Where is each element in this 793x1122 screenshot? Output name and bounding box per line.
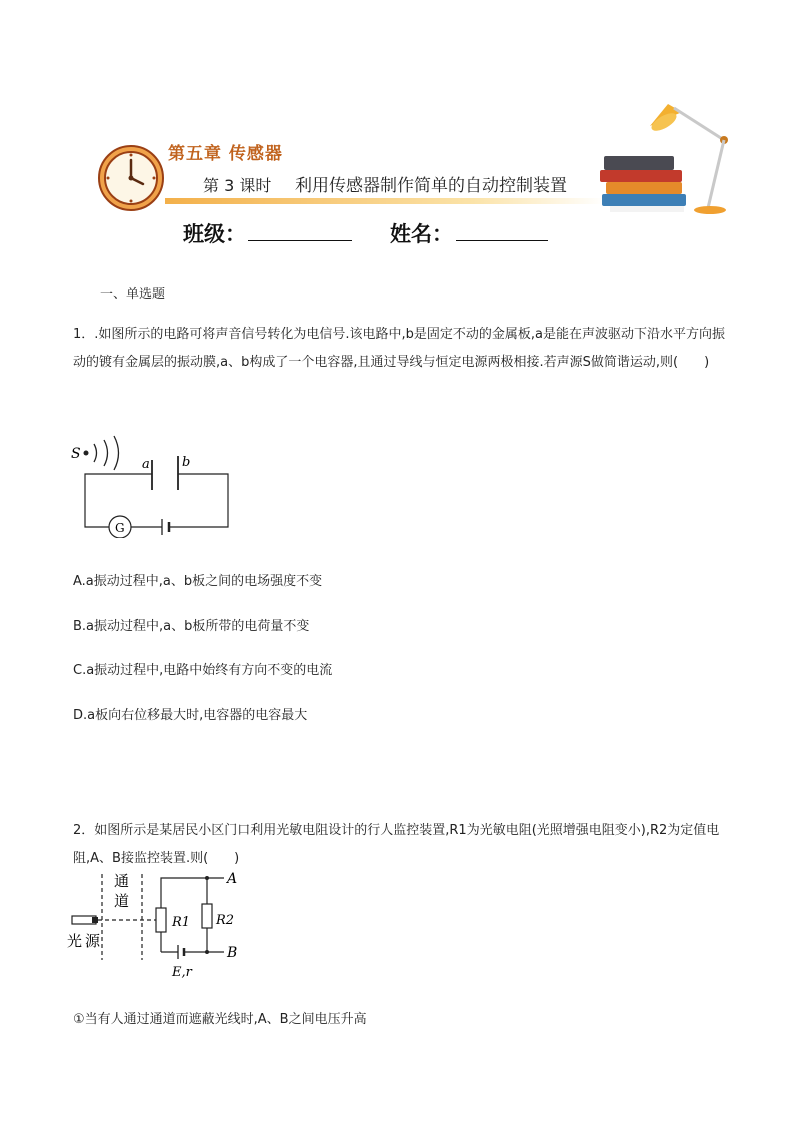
- light-sensor-circuit-diagram: [64, 864, 254, 982]
- lesson-number: 第 3 课时: [203, 176, 272, 195]
- r2-label: R2: [216, 913, 235, 928]
- section-title: 一、单选题: [100, 287, 166, 302]
- question-2-text: 2．如图所示是某居民小区门口利用光敏电阻设计的行人监控装置,R1为光敏电阻(光照增强电阻变小),R2为定值电阻,A、B接监控装置.则( ): [73, 823, 720, 866]
- terminal-a-label: A: [227, 871, 238, 887]
- header-divider: [165, 198, 605, 204]
- capacitor-circuit-diagram: [68, 428, 243, 538]
- class-field[interactable]: [248, 220, 352, 241]
- q2-statement-1: ①当有人通过通道而遮蔽光线时,A、B之间电压升高: [73, 1012, 367, 1027]
- r1-label: R1: [172, 915, 191, 930]
- terminal-b-label: B: [227, 945, 238, 961]
- light-source-label-1: 光: [67, 932, 83, 950]
- chapter-title: 第五章 传感器: [168, 144, 283, 164]
- q1-option-a[interactable]: A.a振动过程中,a、b板之间的电场强度不变: [73, 574, 323, 589]
- source-label: S: [71, 446, 81, 462]
- q1-option-b[interactable]: B.a振动过程中,a、b板所带的电荷量不变: [73, 619, 310, 634]
- q1-option-c[interactable]: C.a振动过程中,电路中始终有方向不变的电流: [73, 663, 333, 678]
- light-source-label-2: 源: [85, 932, 101, 950]
- plate-b-label: b: [182, 455, 191, 470]
- class-label: 班级：: [183, 222, 246, 246]
- q1-option-d[interactable]: D.a板向右位移最大时,电容器的电容最大: [73, 708, 308, 723]
- channel-label-1: 通: [114, 872, 130, 890]
- channel-label-2: 道: [114, 892, 130, 910]
- name-field[interactable]: [456, 220, 548, 241]
- lamp-and-books-icon: [596, 96, 736, 218]
- name-label: 姓名：: [390, 222, 453, 246]
- question-1-text: 1．.如图所示的电路可将声音信号转化为电信号.该电路中,b是固定不动的金属板,a是能在声波驱动下沿水平方向振动的镀有金属层的振动膜,a、b构成了一个电容器,且通过导线与恒定电源两极相接.若声源S做简谐运动,则( ): [73, 327, 726, 370]
- plate-a-label: a: [142, 457, 150, 472]
- battery-label: E,r: [172, 965, 192, 980]
- meter-label: G: [115, 521, 125, 535]
- clock-icon: [97, 144, 165, 212]
- lesson-title: 利用传感器制作简单的自动控制装置: [295, 176, 567, 196]
